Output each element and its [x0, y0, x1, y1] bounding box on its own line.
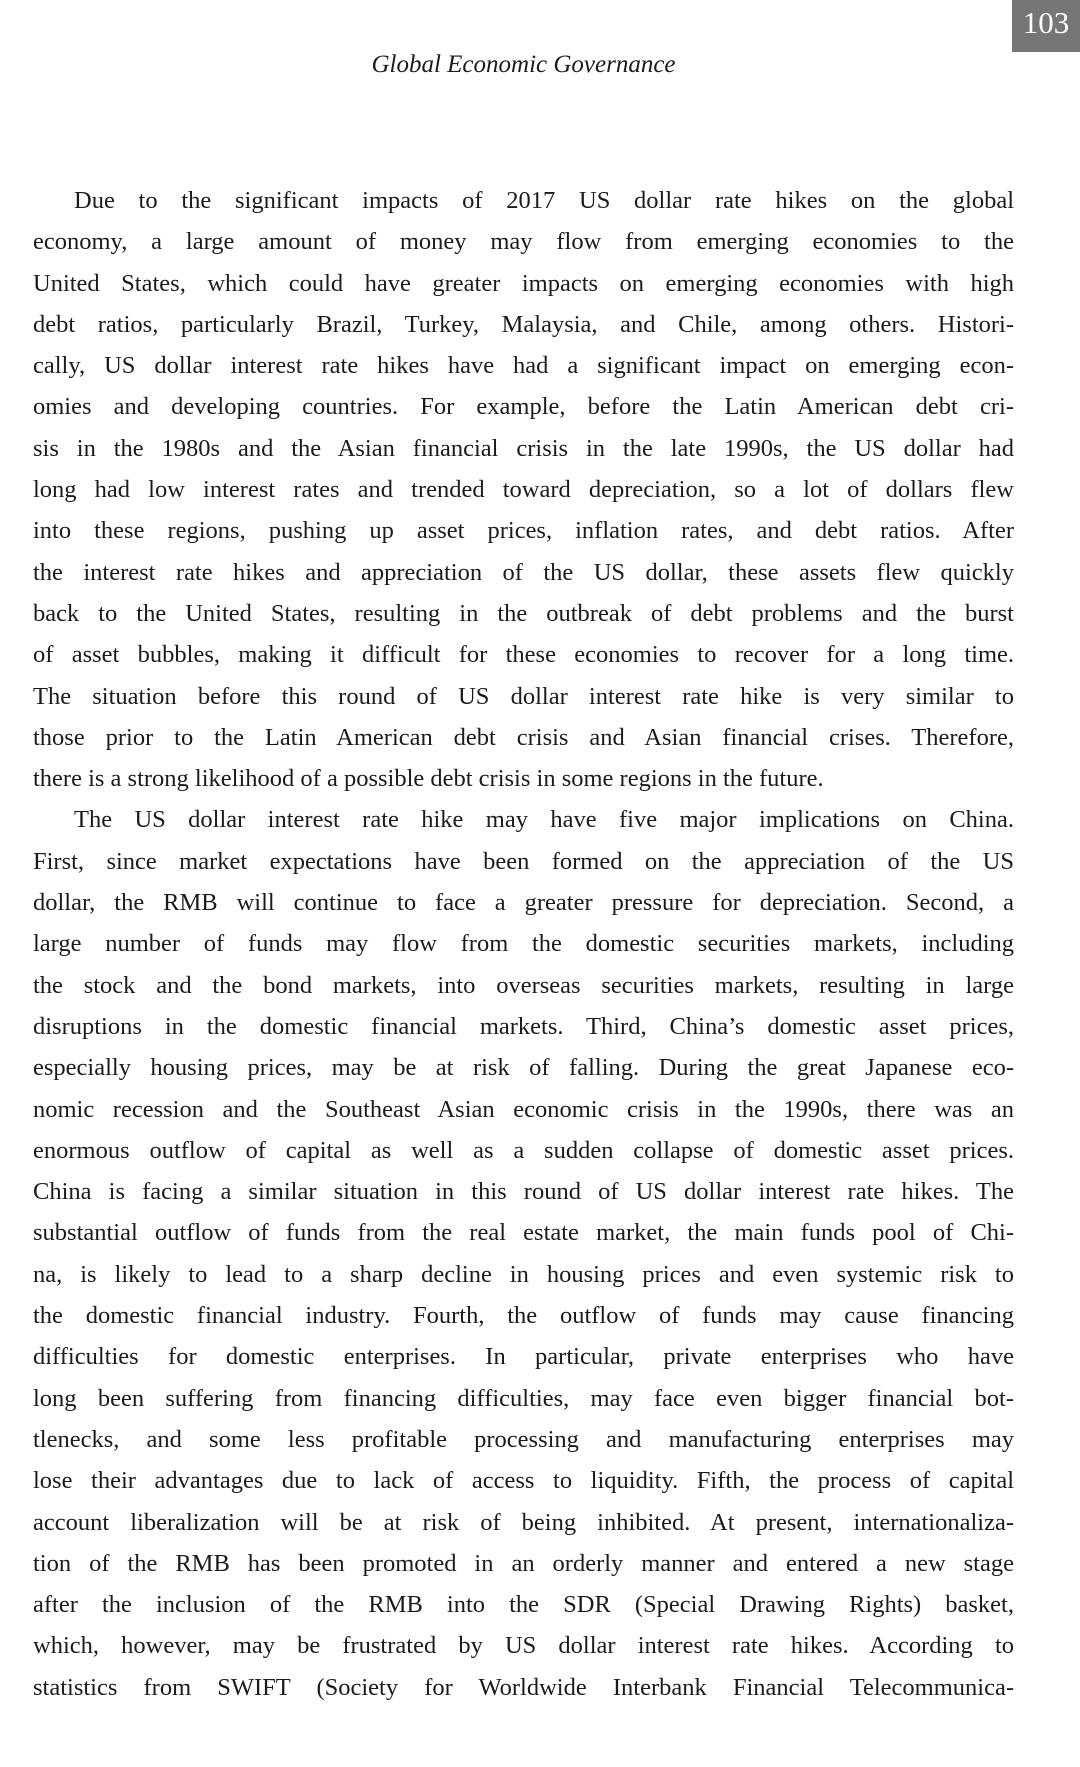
- page-number: 103: [1022, 5, 1070, 40]
- text-line: The situation before this round of US dollar interest rate hike is very similar to: [33, 682, 1014, 710]
- text-line: after the inclusion of the RMB into the SDR (Special Drawing Rights) basket,: [33, 1591, 1014, 1619]
- text-line: which, however, may be frustrated by US dollar interest rate hikes. According to: [33, 1632, 1014, 1660]
- text-line: economy, a large amount of money may flow from emerging economies to the: [33, 228, 1014, 256]
- text-line: long been suffering from financing difficulties, may face even bigger financial bot-: [33, 1384, 1014, 1412]
- running-header-title: Global Economic Governance: [371, 51, 676, 78]
- paragraph: [33, 180, 1014, 799]
- text-line: the stock and the bond markets, into overseas securities markets, resulting in large: [33, 971, 1014, 999]
- text-line: there is a strong likelihood of a possible debt crisis in some regions in the future.: [33, 765, 824, 793]
- body-text: [33, 180, 1014, 1708]
- text-line: China is facing a similar situation in this round of US dollar interest rate hikes. The: [33, 1178, 1014, 1206]
- text-line: large number of funds may flow from the domestic securities markets, including: [33, 930, 1014, 958]
- text-line: the domestic financial industry. Fourth, the outflow of funds may cause financing: [33, 1302, 1014, 1330]
- text-line: especially housing prices, may be at risk of falling. During the great Japanese eco-: [33, 1054, 1014, 1082]
- paragraph: [33, 799, 1014, 1708]
- text-line: omies and developing countries. For example, before the Latin American debt cri-: [33, 393, 1014, 421]
- page-number-badge: [1012, 0, 1080, 52]
- text-line: The US dollar interest rate hike may have five major implications on China.: [74, 806, 1014, 834]
- text-line: of asset bubbles, making it difficult for these economies to recover for a long time.: [33, 641, 1014, 669]
- text-line: into these regions, pushing up asset prices, inflation rates, and debt ratios. After: [33, 517, 1014, 545]
- text-line: those prior to the Latin American debt crisis and Asian financial crises. Therefore,: [33, 723, 1014, 751]
- text-line: statistics from SWIFT (Society for Worldwide Interbank Financial Telecommunica-: [33, 1673, 1014, 1701]
- text-line: na, is likely to lead to a sharp decline in housing prices and even systemic risk to: [33, 1260, 1014, 1288]
- text-line: dollar, the RMB will continue to face a greater pressure for depreciation. Second, a: [33, 889, 1014, 917]
- text-line: sis in the 1980s and the Asian financial crisis in the late 1990s, the US dollar had: [33, 434, 1014, 462]
- text-line: difficulties for domestic enterprises. In particular, private enterprises who have: [33, 1343, 1014, 1371]
- text-line: the interest rate hikes and appreciation of the US dollar, these assets flew quickly: [33, 558, 1014, 586]
- text-line: lose their advantages due to lack of access to liquidity. Fifth, the process of capital: [33, 1467, 1014, 1495]
- text-line: substantial outflow of funds from the real estate market, the main funds pool of Chi-: [33, 1219, 1014, 1247]
- text-line: tlenecks, and some less profitable processing and manufacturing enterprises may: [33, 1425, 1014, 1453]
- text-line: Due to the significant impacts of 2017 US dollar rate hikes on the global: [74, 187, 1014, 214]
- text-line: debt ratios, particularly Brazil, Turkey, Malaysia, and Chile, among others. Histori-: [33, 310, 1014, 338]
- text-line: disruptions in the domestic financial markets. Third, China’s domestic asset prices,: [33, 1012, 1014, 1040]
- text-line: back to the United States, resulting in the outbreak of debt problems and the burst: [33, 599, 1014, 627]
- text-line: account liberalization will be at risk of being inhibited. At present, internationaliza-: [33, 1508, 1014, 1536]
- text-line: long had low interest rates and trended toward depreciation, so a lot of dollars flew: [33, 476, 1014, 504]
- text-line: First, since market expectations have been formed on the appreciation of the US: [33, 847, 1014, 875]
- text-line: United States, which could have greater impacts on emerging economies with high: [33, 269, 1014, 297]
- text-line: nomic recession and the Southeast Asian economic crisis in the 1990s, there was an: [33, 1095, 1014, 1123]
- text-line: cally, US dollar interest rate hikes have had a significant impact on emerging econ-: [33, 352, 1014, 380]
- text-line: enormous outflow of capital as well as a sudden collapse of domestic asset prices.: [33, 1136, 1014, 1164]
- text-line: tion of the RMB has been promoted in an orderly manner and entered a new stage: [33, 1549, 1014, 1577]
